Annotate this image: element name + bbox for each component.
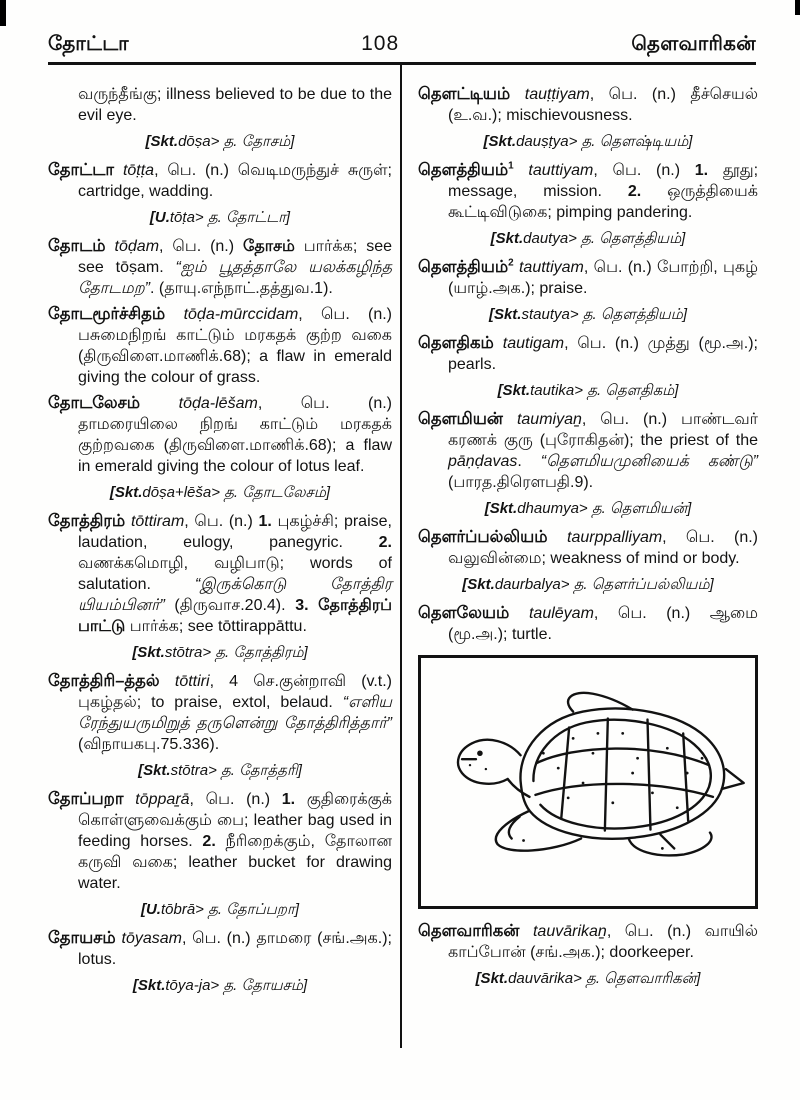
headword: தெளத்தியம் — [418, 161, 509, 179]
etymology-text: tōya-ja> த. தோயசம்] — [165, 977, 308, 994]
headword: தோயசம் — [48, 929, 122, 947]
definition-text: , பெ. (n.) — [159, 238, 243, 255]
etymology-line — [48, 207, 392, 228]
definition-text: தூது; message, mission. — [448, 162, 759, 200]
etymology-line — [48, 975, 392, 996]
transliteration: tōṭṭa — [122, 162, 155, 179]
etymology-text: stōtra> த. தோத்திரம்] — [164, 644, 308, 661]
quotation: “தெளமியமுனியைக் கண்டு” — [540, 453, 758, 470]
etymology-text: tōbrā> த. தோப்பறா] — [160, 901, 300, 918]
etymology-source: [Skt. — [132, 644, 165, 661]
etymology-line — [418, 498, 758, 519]
header-guideword-right: தெளவாரிகன் — [631, 33, 756, 55]
definition-text: நீரிறைக்கும், தோலான கருவி வகை; leather bucket for drawing water. — [78, 833, 392, 892]
definition-text: , பெ. (n.) — [184, 513, 259, 530]
sense-number: 1 — [508, 160, 514, 172]
dictionary-entry — [48, 304, 392, 388]
headword: தோத்திரம் — [48, 512, 131, 530]
etymology-line — [48, 482, 392, 503]
etymology-text: tautika> த. தெளதிகம்] — [530, 382, 679, 399]
etymology-text: dautya> த. தெளத்தியம்] — [523, 230, 686, 247]
header-guideword-left: தோட்டா — [48, 33, 129, 55]
definition-text: பார்க்க; see tōttirappāttu. — [125, 618, 307, 635]
transliteration: tōḍa-lēšam — [178, 395, 258, 412]
bold-text: 2. — [627, 183, 642, 200]
definition-text: , பெ. (n.) வெடிமருந்துச் சுருள்; cartridge, wadding. — [78, 162, 392, 200]
etymology-text: dōṣa+lēša> த. தோடலேசம்] — [142, 484, 331, 501]
definition-text: குதிரைக்குக் கொள்ளுவைக்கும் பை; leather bag used in feeding horses. — [78, 791, 392, 850]
transliteration: tōḍam — [114, 238, 160, 255]
transliteration: tautigam — [502, 335, 565, 352]
transliteration: taurppalliyam — [567, 529, 663, 546]
etymology-line — [48, 131, 392, 152]
etymology-line — [418, 574, 758, 595]
headword: தோடலேசம் — [48, 394, 179, 412]
scan-artifact-top-right — [795, 0, 800, 15]
definition-text: , 4 செ.குன்றாவி (v.t.) புகழ்தல்; to praise, extol, belaud. — [78, 673, 392, 711]
turtle-figure — [418, 655, 758, 909]
headword: தோத்திரி–த்தல் — [48, 672, 175, 690]
headword: தெளவாரிகன் — [418, 922, 533, 940]
headword: தோப்பறா — [48, 790, 136, 808]
headword: தெளத்தியம் — [418, 258, 509, 276]
definition-text: , பெ. (n.) தாமரை (சங்.அக.); lotus. — [78, 930, 392, 968]
definition-text: வருந்தீங்கு; illness believed to be due to the evil eye. — [78, 86, 392, 124]
etymology-text: stautya> த. தெளத்தியம்] — [521, 306, 688, 323]
definition-text: , பெ. (n.) முத்து (மூ.அ.); pearls. — [448, 335, 758, 373]
headword: தெளட்டியம் — [418, 85, 525, 103]
scan-artifact-top-left — [0, 0, 6, 26]
etymology-source: [Skt. — [132, 977, 166, 994]
column-divider — [400, 64, 402, 1048]
definition-text: , பெ. (n.) போற்றி, புகழ் (யாழ்.அக.); praise. — [448, 259, 758, 297]
etymology-text: dhaumya> த. தெளமியன்] — [517, 500, 692, 517]
etymology-line — [418, 380, 758, 401]
dictionary-entry — [48, 160, 392, 202]
transliteration: tōppaṟā — [135, 791, 190, 808]
right-column — [418, 84, 758, 997]
bold-text: 3. தோத்திரப் பாட்டு — [78, 597, 393, 635]
dictionary-entry — [48, 671, 392, 755]
page-number: 108 — [361, 32, 400, 55]
quotation: “ஐம் பூதத்தாலே யலக்கழிந்த தோடமற” — [78, 259, 392, 297]
quotation: “இருக்கொடு தோத்திர யியம்பினர்” — [78, 576, 392, 614]
bold-text: 1. — [694, 162, 709, 179]
definition-text: . — [517, 453, 541, 470]
dictionary-entry — [418, 921, 758, 963]
definition-text: . (தாயு.எந்நாட்.தத்துவ.1). — [149, 280, 333, 297]
etymology-line — [418, 228, 758, 249]
turtle-illustration — [424, 664, 752, 900]
transliteration: taulēyam — [528, 605, 594, 622]
definition-text: , பெ. (n.) வாயில் காப்போன் (சங்.அக.); doorkeeper. — [448, 923, 758, 961]
bold-text: 1. — [281, 791, 296, 808]
etymology-text: tōṭa> த. தோட்டா] — [169, 209, 291, 226]
headword: தோடம் — [48, 237, 115, 255]
definition-text: , பெ. (n.) தீச்செயல் (உ.வ.); mischievousness. — [448, 86, 758, 124]
dictionary-entry — [418, 333, 758, 375]
definition-text: , பெ. (n.) பாண்டவர் கரணக் குரு (புரோகிதன்); the priest of the — [448, 411, 758, 449]
definition-text: ஒருத்தியைக் கூட்டிவிடுகை; pimping pandering. — [448, 183, 758, 221]
dictionary-entry — [418, 160, 758, 223]
transliteration: tōḍa-mūrccidam — [183, 306, 299, 323]
etymology-text: dauvārika> த. தெளவாரிகன்] — [508, 970, 701, 987]
transliteration: taumiyaṉ — [516, 411, 582, 428]
etymology-source: [Skt. — [475, 970, 509, 987]
headword: தெளதிகம் — [418, 334, 503, 352]
dictionary-entry — [418, 409, 758, 493]
etymology-source: [Skt. — [497, 382, 531, 399]
definition-text: பார்க்க; see see tōṣam. — [78, 238, 393, 276]
etymology-source: [Skt. — [145, 133, 179, 150]
dictionary-entry — [48, 236, 392, 299]
etymology-text: daurbalya> த. தெளர்ப்பல்லியம்] — [494, 576, 714, 593]
etymology-text: stōtra> த. தோத்தரி] — [170, 762, 302, 779]
etymology-line — [48, 899, 392, 920]
definition-text: , பெ. (n.) ஆமை (மூ.அ.); turtle. — [448, 605, 758, 643]
dictionary-entry — [48, 789, 392, 894]
dictionary-entry — [48, 928, 392, 970]
dictionary-entry — [418, 84, 758, 126]
etymology-line — [48, 642, 392, 663]
transliteration: tauttiyam — [528, 162, 594, 179]
headword: தோட்டா — [48, 161, 123, 179]
etymology-source: [U. — [149, 209, 170, 226]
etymology-source: [Skt. — [462, 576, 495, 593]
headword: தெளர்ப்பல்லியம் — [418, 528, 568, 546]
etymology-source: [Skt. — [490, 230, 524, 247]
dictionary-entry — [48, 84, 392, 126]
definition-text: , பெ. (n.) — [593, 162, 695, 179]
definition-text: , பெ. (n.) தாமரையிலை நிறங் காட்டும் மரகதக் குற்றவகை (திருவிளை.மாணிக்.68); a flaw in emerald giving the colour of lotus leaf. — [78, 395, 393, 475]
definition-text: (திருவாச.20.4). — [164, 597, 296, 614]
definition-text: , பெ. (n.) வலுவின்மை; weakness of mind or body. — [448, 529, 758, 567]
etymology-line — [418, 304, 758, 325]
etymology-text: dōṣa> த. தோசம்] — [178, 133, 295, 150]
etymology-source: [Skt. — [484, 500, 518, 517]
transliteration: pāṇḍavas — [448, 453, 518, 470]
transliteration: tauttiyam — [518, 259, 584, 276]
definition-text: வணக்கமொழி, வழிபாடு; words of salutation. — [78, 555, 392, 593]
transliteration: tauṭṭiyam — [524, 86, 590, 103]
bold-text: 2. — [202, 833, 216, 850]
headword: தோடமூர்ச்சிதம் — [48, 305, 184, 323]
headword: தெளலேயம் — [418, 604, 529, 622]
headword: தெளமியன் — [418, 410, 517, 428]
bold-text: தோசம் — [242, 238, 295, 255]
left-column — [48, 84, 392, 1004]
etymology-line — [418, 131, 758, 152]
transliteration: tōttiram — [130, 513, 185, 530]
etymology-text: dauṣṭya> த. தெளஷ்டியம்] — [516, 133, 693, 150]
dictionary-entry — [48, 511, 392, 637]
etymology-source: [Skt. — [483, 133, 517, 150]
definition-text: (பாரத.திரெளபதி.9). — [448, 474, 594, 491]
sense-number: 2 — [508, 257, 514, 269]
etymology-line — [48, 760, 392, 781]
dictionary-entry — [48, 393, 392, 477]
etymology-source: [U. — [140, 901, 161, 918]
definition-text — [514, 162, 529, 179]
definition-text: (விநாயகபு.75.336). — [78, 736, 220, 753]
definition-text: , பெ. (n.) — [189, 791, 282, 808]
header-rule — [48, 62, 756, 65]
etymology-source: [Skt. — [488, 306, 522, 323]
dictionary-entry — [418, 603, 758, 645]
dictionary-entry — [418, 257, 758, 299]
transliteration: tōyasam — [121, 930, 182, 947]
etymology-line — [418, 968, 758, 989]
quotation: “எளிய ரேந்துயருமிறுத் தருளென்று தோத்திரித்தார்” — [78, 694, 392, 732]
bold-text: 1. — [258, 513, 272, 530]
bold-text: 2. — [378, 534, 392, 551]
etymology-source: [Skt. — [109, 484, 143, 501]
definition-text: புகழ்ச்சி; praise, laudation, eulogy, panegyric. — [78, 513, 392, 551]
transliteration: tōttiri — [174, 673, 210, 690]
dictionary-entry — [418, 527, 758, 569]
transliteration: tauvārikaṉ — [532, 923, 607, 940]
definition-text: , பெ. (n.) பசுமைநிறங் காட்டும் மரகதக் குற்ற வகை (திருவிளை.மாணிக்.68); a flaw in emerald giving the colour of grass. — [78, 306, 393, 386]
etymology-source: [Skt. — [138, 762, 171, 779]
page-header — [48, 32, 756, 58]
